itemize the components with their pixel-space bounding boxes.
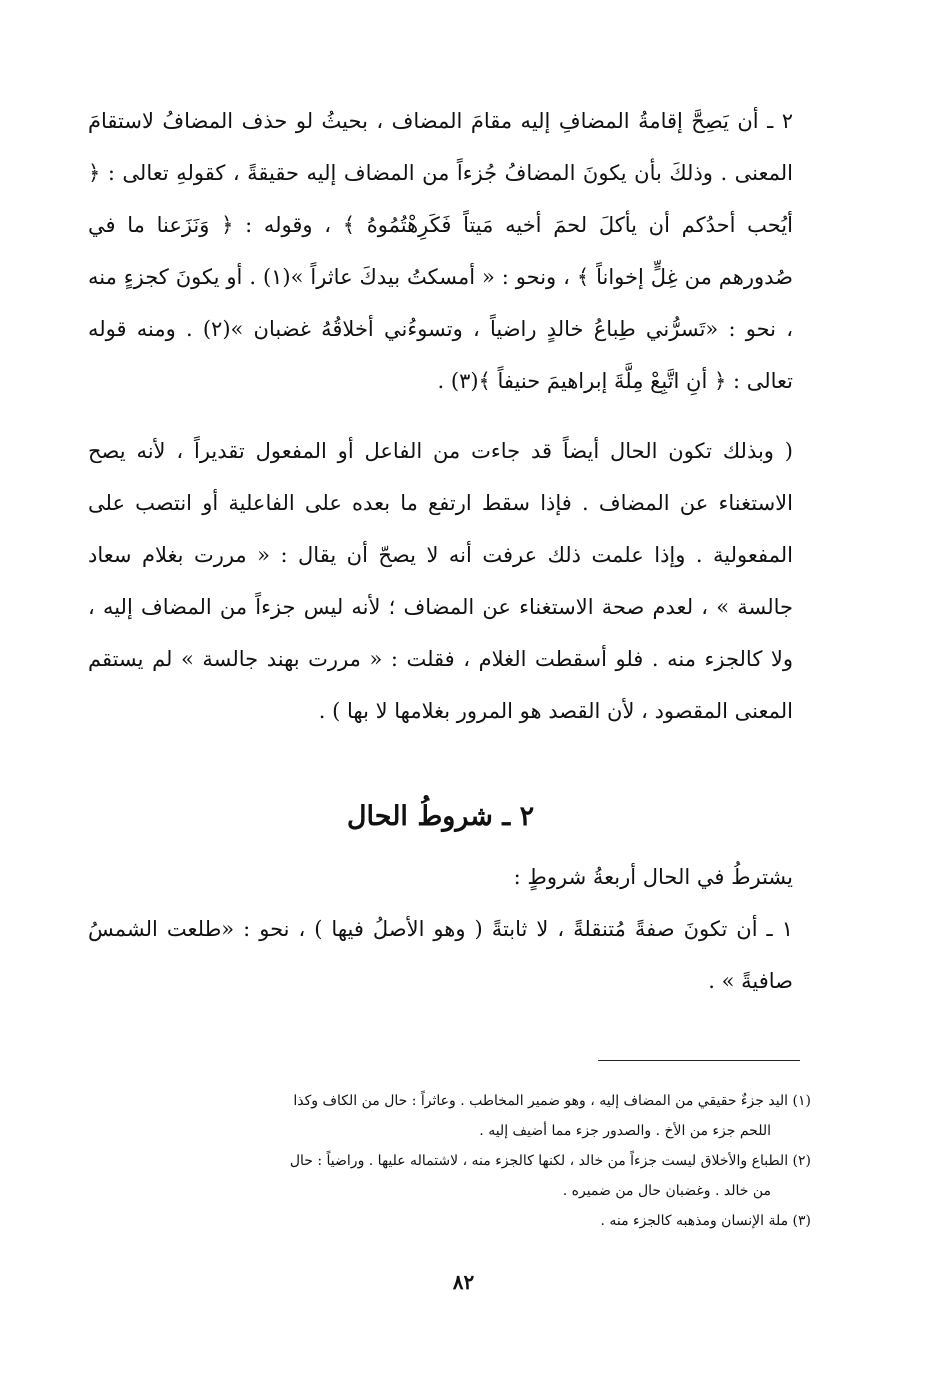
footnote-3 bbox=[104, 1206, 811, 1236]
page-body bbox=[88, 95, 793, 1007]
footnote-2-line-2: من خالد . وغضبان حال من ضميره . bbox=[562, 1183, 771, 1199]
footnote-2 bbox=[104, 1146, 811, 1206]
paragraph-explanation: ( وبذلك تكون الحال أيضاً قد جاءت من الفاعل أو المفعول تقديراً ، لأنه يصح الاستغناء عن المضاف . فإذا سقط ارتفع ما بعده على الفاعلية أو انتصب على المفعولية . وإذا علمت ذلك عرفت أنه لا يصحّ أن يقال : « مررت بغلام سعاد جالسة » ، لعدم صحة الاستغناء عن المضاف ؛ لأنه ليس جزءاً من المضاف إليه ، ولا كالجزء منه . فلو أسقطت الغلام ، فقلت : « مررت بهند جالسة » لم يستقم المعنى المقصود ، لأن القصد هو المرور بغلامها لا بها ) . bbox=[88, 439, 793, 723]
paragraph-intro: يشترطُ في الحال أربعةُ شروطٍ : bbox=[513, 865, 793, 889]
footnote-1-line-2: اللحم جزء من الأخ . والصدور جزء مما أضيف إليه . bbox=[479, 1123, 771, 1139]
footnote-divider bbox=[598, 1060, 800, 1061]
paragraph-condition-two: ٢ ـ أن يَصِحَّ إقامةُ المضافِ إليه مقامَ المضاف ، بحيثُ لو حذف المضافُ لاستقامَ المعنى . وذلكَ بأن يكونَ المضافُ جُزءاً من المضاف إليه حقيقةً ، كقولهِ تعالى : ﴿ أيُحب أحدُكم أن يأكلَ لحمَ أخيه مَيتاً فَكَرِهْتُمُوهُ ﴾ ، وقوله : ﴿ وَنَزَعنا ما في صُدورهم من غِلٍّ إخواناً ﴾ ، ونحو : « أمسكتُ بيدكَ عاثراً »(١) . أو يكونَ كجزءٍ منه ، نحو : «تَسرُّني طِباعُ خالدٍ راضياً ، وتسوءُني أخلاقُهُ غضبان »(٢) . ومنه قوله تعالى : ﴿ أنِ اتَّبِعْ مِلَّةَ إبراهيمَ حنيفاً ﴾(٣) . bbox=[88, 109, 793, 393]
section-title: ٢ ـ شروطُ الحال bbox=[346, 801, 535, 832]
footnote-2-line-1: (٢) الطباع والأخلاق ليست جزءاً من خالد ، لكنها كالجزء منه ، لاشتماله عليها . وراضياً : حال bbox=[289, 1153, 811, 1169]
page-number: ٨٢ bbox=[452, 1270, 475, 1294]
footnote-1 bbox=[104, 1086, 811, 1146]
footnotes bbox=[104, 1086, 811, 1236]
paragraph-condition-one: ١ ـ أن تكونَ صفةً مُتنقلةً ، لا ثابتةً ( وهو الأصلُ فيها ) ، نحو : «طلعت الشمسُ صافيةً » . bbox=[88, 917, 793, 993]
footnote-1-line-1: (١) اليد جزءٌ حقيقي من المضاف إليه ، وهو ضمير المخاطب . وعاثراً : حال من الكاف وكذا bbox=[293, 1093, 811, 1109]
footnote-3-line-1: (٣) ملة الإنسان ومذهبه كالجزء منه . bbox=[600, 1213, 811, 1229]
